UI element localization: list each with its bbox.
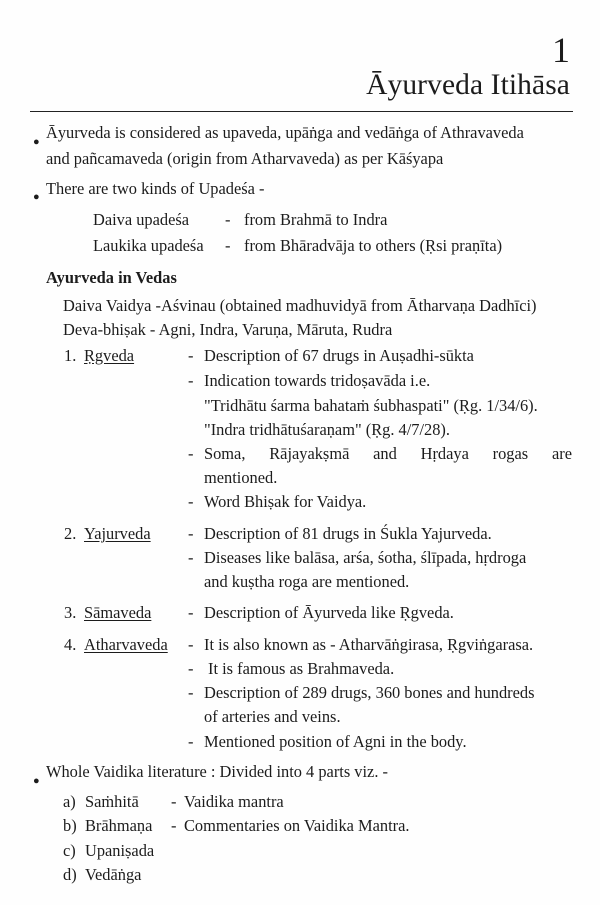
title-rule xyxy=(30,111,573,112)
word: rogas xyxy=(492,444,529,463)
veda-number: 3. xyxy=(64,603,77,622)
veda-name: Sāmaveda xyxy=(84,603,152,622)
point-dash: - xyxy=(188,683,194,702)
point-text: Indication towards tridoṣavāda i.e. xyxy=(204,371,431,390)
point-text: "Tridhātu śarma bahataṁ śubhaspati" (Ṛg. 1/34/6). xyxy=(204,396,538,415)
chapter-title: Āyurveda Itihāsa xyxy=(366,69,570,101)
veda-name: Atharvaveda xyxy=(84,635,168,654)
bullet-text: Whole Vaidika literature : Divided into 4 parts viz. - xyxy=(46,762,388,781)
upadesa-desc: from Bhāradvāja to others (Ṛsi praṇīta) xyxy=(244,236,503,255)
lit-dash: - xyxy=(171,816,177,835)
point-text: and kuṣtha roga are mentioned. xyxy=(204,572,410,591)
word: are xyxy=(551,444,572,463)
lit-label: a) xyxy=(63,792,76,811)
point-dash: - xyxy=(188,659,194,678)
point-text: It is also known as - Atharvāṅgirasa, Ṛgviṅgarasa. xyxy=(204,635,534,654)
point-text: It is famous as Brahmaveda. xyxy=(208,659,395,678)
bullet-icon: ● xyxy=(33,775,40,787)
lit-name: Upaniṣada xyxy=(85,841,155,860)
upadesa-name: Daiva upadeśa xyxy=(93,210,190,229)
point-dash: - xyxy=(188,371,194,390)
bullet-text: and pañcamaveda (origin from Atharvaveda) as per Kāśyapa xyxy=(46,149,444,168)
lit-label: d) xyxy=(63,865,77,884)
word: Soma, xyxy=(204,444,246,463)
word: and xyxy=(373,444,397,463)
point-text: Description of 81 drugs in Śukla Yajurveda. xyxy=(204,524,492,543)
point-text: Description of Āyurveda like Ṛgveda. xyxy=(204,603,454,622)
veda-name: Ṛgveda xyxy=(84,346,135,365)
point-dash: - xyxy=(188,732,194,751)
point-text: Diseases like balāsa, arśa, śotha, ślīpada, hṛdroga xyxy=(204,548,527,567)
point-text-justified xyxy=(204,446,572,462)
section-heading: Ayurveda in Vedas xyxy=(46,268,177,287)
point-text: Mentioned position of Agni in the body. xyxy=(204,732,467,751)
point-text: "Indra tridhātuśaraṇam" (Ṛg. 4/7/28). xyxy=(204,420,450,439)
lit-name: Brāhmaṇa xyxy=(85,816,153,835)
veda-number: 4. xyxy=(64,635,77,654)
section-line: Deva-bhiṣak - Agni, Indra, Varuṇa, Māruta, Rudra xyxy=(63,320,393,339)
point-text: of arteries and veins. xyxy=(204,707,341,726)
upadesa-desc: from Brahmā to Indra xyxy=(244,210,388,229)
veda-name: Yajurveda xyxy=(84,524,151,543)
section-line: Daiva Vaidya -Aśvinau (obtained madhuvidyā from Ātharvaṇa Dadhīci) xyxy=(63,296,537,315)
point-dash: - xyxy=(188,635,194,654)
veda-number: 2. xyxy=(64,524,77,543)
lit-label: c) xyxy=(63,841,76,860)
point-dash: - xyxy=(188,346,194,365)
word: Rājayakṣmā xyxy=(269,444,350,463)
veda-number: 1. xyxy=(64,346,77,365)
point-text: Word Bhiṣak for Vaidya. xyxy=(204,492,367,511)
upadesa-dash: - xyxy=(225,210,231,229)
point-dash: - xyxy=(188,548,194,567)
point-text: mentioned. xyxy=(204,468,278,487)
lit-name: Vedāṅga xyxy=(85,865,142,884)
point-dash: - xyxy=(188,444,194,463)
lit-name: Saṁhitā xyxy=(85,792,139,811)
point-dash: - xyxy=(188,492,194,511)
lit-desc: Commentaries on Vaidika Mantra. xyxy=(184,816,410,835)
word: Hṛdaya xyxy=(420,444,469,463)
bullet-text: Āyurveda is considered as upaveda, upāṅga and vedāṅga of Athravaveda xyxy=(46,123,524,142)
lit-dash: - xyxy=(171,792,177,811)
upadesa-dash: - xyxy=(225,236,231,255)
chapter-number: 1 xyxy=(552,30,570,70)
bullet-icon: ● xyxy=(33,191,40,203)
point-text: Description of 67 drugs in Auṣadhi-sūkta xyxy=(204,346,474,365)
upadesa-name: Laukika upadeśa xyxy=(93,236,204,255)
lit-label: b) xyxy=(63,816,77,835)
point-text: Description of 289 drugs, 360 bones and hundreds xyxy=(204,683,535,702)
point-dash: - xyxy=(188,524,194,543)
point-dash: - xyxy=(188,603,194,622)
lit-desc: Vaidika mantra xyxy=(184,792,284,811)
bullet-icon: ● xyxy=(33,136,40,148)
bullet-text: There are two kinds of Upadeśa - xyxy=(46,179,265,198)
